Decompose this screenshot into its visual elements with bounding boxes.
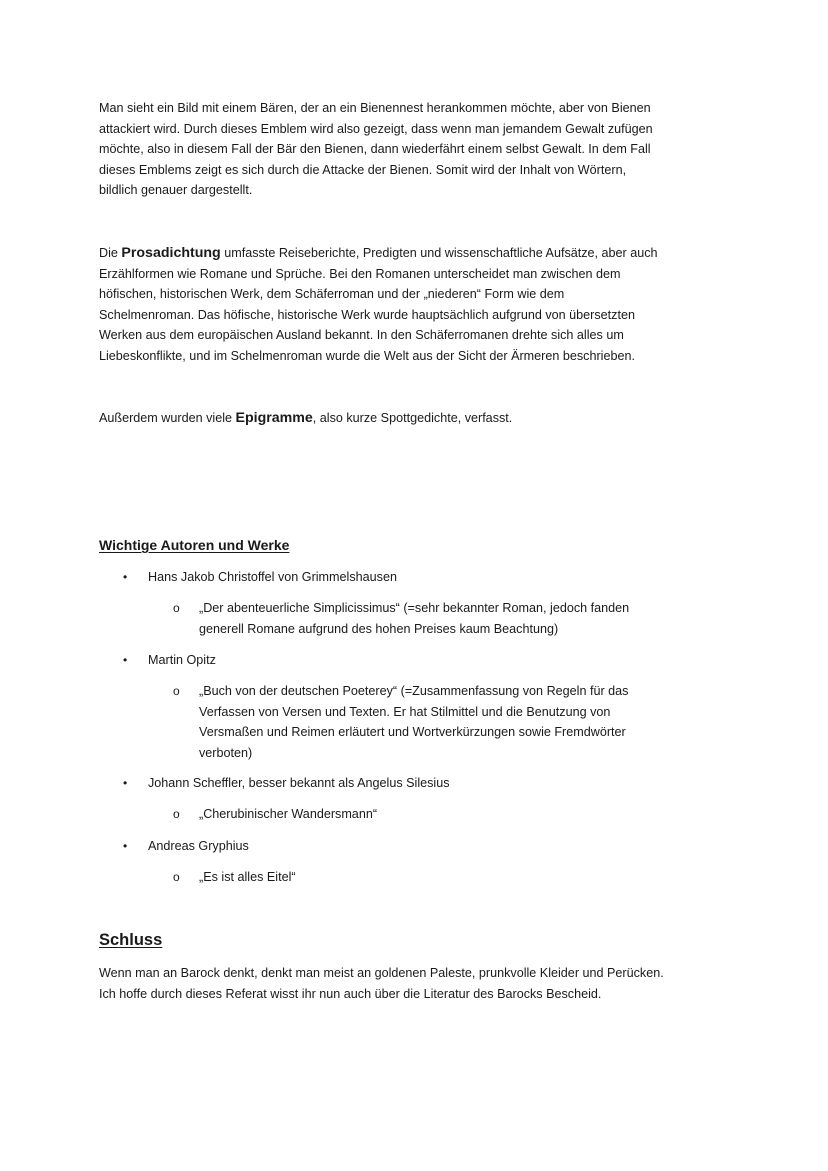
work-description	[199, 867, 699, 888]
text-line: Liebeskonflikte, und im Schelmenroman wurde die Welt aus der Sicht der Ärmeren beschrieben.	[99, 348, 635, 363]
sub-bullet: o	[173, 601, 180, 615]
text-line: verboten)	[199, 745, 253, 760]
text-segment: Außerdem wurden viele	[99, 411, 236, 425]
bold-term: Epigramme	[235, 410, 313, 426]
text-line: generell Romane aufgrund des hohen Preises kaum Beachtung)	[199, 621, 559, 636]
bullet: •	[123, 653, 128, 667]
author-name: Martin Opitz	[148, 653, 216, 667]
authors-heading: Wichtige Autoren und Werke	[99, 537, 290, 553]
text-line: dieses Emblems zeigt es sich durch die Attacke der Bienen. Somit wird der Inhalt von Wörtern,	[99, 162, 627, 177]
text-segment: umfasste Reiseberichte, Predigten und wissenschaftliche Aufsätze, aber auch	[220, 246, 658, 260]
bullet: •	[123, 570, 128, 584]
text-line: Versmaßen und Reimen erläutert und Wortverkürzungen sowie Fremdwörter	[199, 725, 626, 739]
sub-bullet: o	[173, 870, 180, 884]
text-segment: , also kurze Spottgedichte, verfasst.	[312, 411, 513, 425]
text-line: Werken aus dem europäischen Ausland bekannt. In den Schäferromanen drehte sich alles um	[99, 328, 624, 342]
author-name: Hans Jakob Christoffel von Grimmelshausen	[148, 570, 397, 584]
text-line: Verfassen von Versen und Texten. Er hat Stilmittel und die Benutzung von	[199, 704, 611, 719]
text-line: Ich hoffe durch dieses Referat wisst ihr nun auch über die Literatur des Barocks Bescheid.	[99, 986, 602, 1001]
text-segment: Die	[99, 246, 122, 260]
text-line: „Cherubinischer Wandersmann“	[199, 807, 378, 821]
bullet: •	[123, 839, 128, 853]
text-line: Erzählformen wie Romane und Sprüche. Bei den Romanen unterscheidet man zwischen dem	[99, 266, 621, 281]
sub-bullet: o	[173, 807, 180, 821]
text-line: Wenn man an Barock denkt, denkt man meist an goldenen Paleste, prunkvolle Kleider und Perücken.	[99, 966, 664, 980]
author-name: Johann Scheffler, besser bekannt als Angelus Silesius	[148, 776, 450, 790]
bold-term: Prosadichtung	[121, 245, 221, 261]
text-line: höfischen, historischen Werk, dem Schäferroman und der „niederen“ Form wie dem	[99, 287, 565, 301]
text-line: möchte, also in diesem Fall der Bär den Bienen, dann wiederfährt einem selbst Gewalt. In dem Fall	[99, 142, 651, 156]
text-line: „Der abenteuerliche Simplicissimus“ (=sehr bekannter Roman, jedoch fanden	[199, 601, 630, 615]
bullet: •	[123, 776, 128, 790]
conclusion-paragraph	[99, 963, 759, 1004]
text-line: „Buch von der deutschen Poeterey“ (=Zusammenfassung von Regeln für das	[199, 684, 629, 698]
text-line: „Es ist alles Eitel“	[199, 870, 296, 884]
text-line: Schelmenroman. Das höfische, historische Werk wurde hauptsächlich aufgrund von übersetzten	[99, 307, 635, 322]
conclusion-heading: Schluss	[99, 931, 163, 949]
prosa-paragraph	[99, 243, 739, 366]
work-description	[199, 681, 699, 763]
work-description	[199, 598, 699, 639]
text-line: bildlich genauer dargestellt.	[99, 183, 253, 197]
epigramm-paragraph	[99, 408, 739, 429]
text-line: Man sieht ein Bild mit einem Bären, der an ein Bienennest herankommen möchte, aber von Bienen	[99, 101, 651, 115]
sub-bullet: o	[173, 684, 180, 698]
author-name: Andreas Gryphius	[148, 839, 249, 853]
emblem-paragraph	[99, 98, 739, 201]
work-description	[199, 804, 699, 825]
text-line: attackiert wird. Durch dieses Emblem wird also gezeigt, dass wenn man jemandem Gewalt zufügen	[99, 121, 653, 136]
